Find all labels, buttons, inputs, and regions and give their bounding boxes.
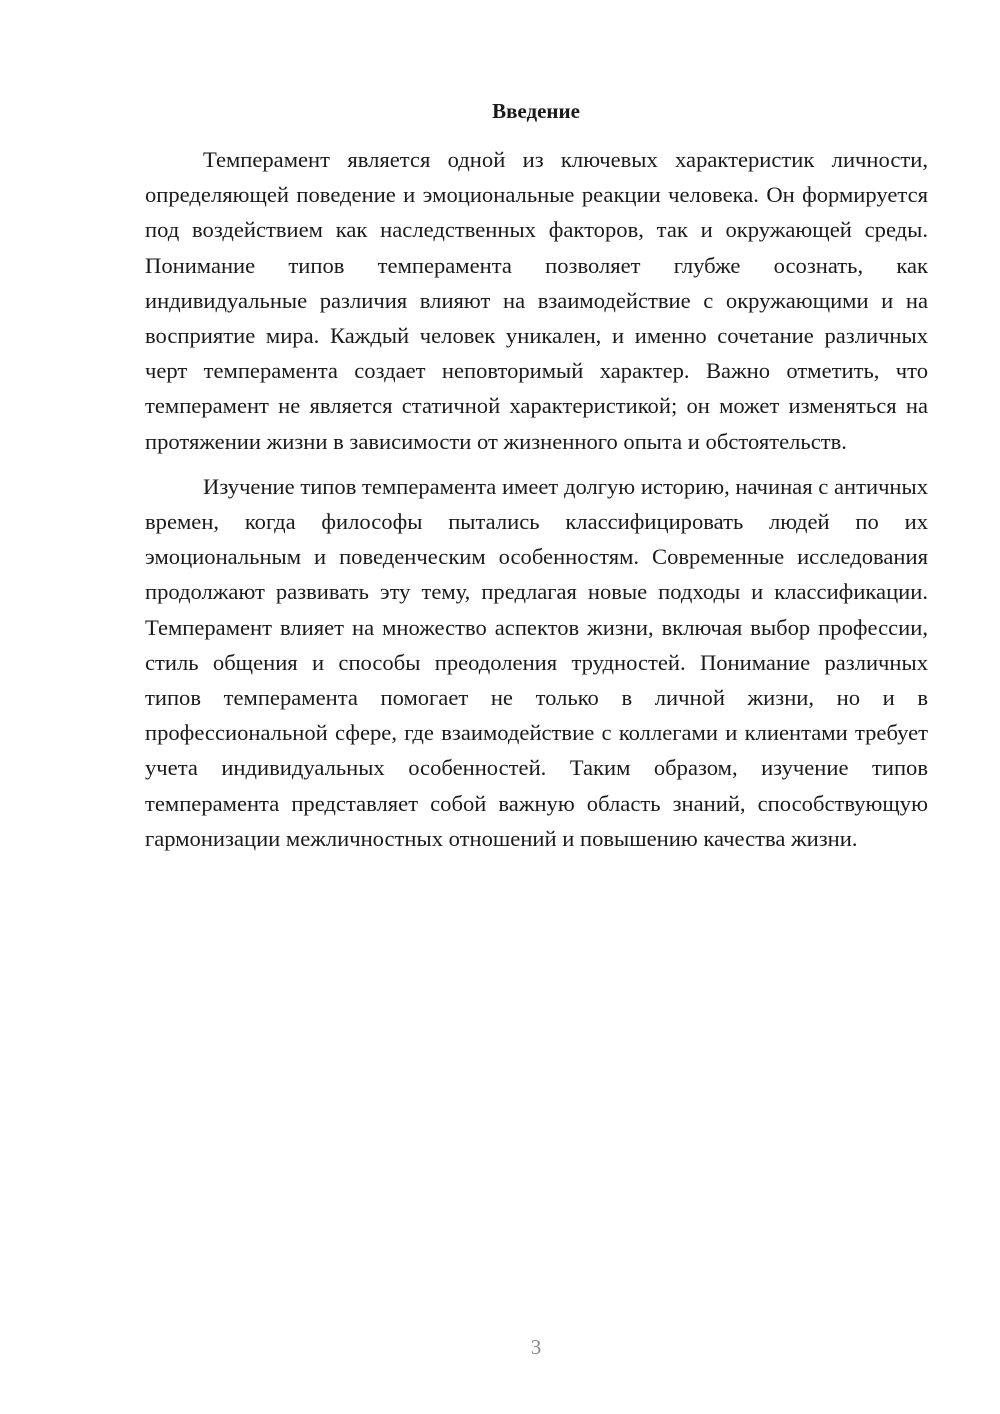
- paragraph: Темперамент является одной из ключевых характеристик личности, определяющей поведение и эмоциональные реакции человека. Он формируется под воздействием как наследственных факторов, так и окружающей среды. Понимание типов темперамента позволяет глубже осознать, как индивидуальные различия влияют на взаимодействие с окружающими и на восприятие мира. Каждый человек уникален, и именно сочетание различных черт темперамента создает неповторимый характер. Важно отметить, что темперамент не является статичной характеристикой; он может изменяться на протяжении жизни в зависимости от жизненного опыта и обстоятельств.: [145, 147, 928, 454]
- paragraph: Изучение типов темперамента имеет долгую историю, начиная с античных времен, когда философы пытались классифицировать людей по их эмоциональным и поведенческим особенностям. Современные исследования продолжают развивать эту тему, предлагая новые подходы и классификации. Темперамент влияет на множество аспектов жизни, включая выбор профессии, стиль общения и способы преодоления трудностей. Понимание различных типов темперамента помогает не только в личной жизни, но и в профессиональной сфере, где взаимодействие с коллегами и клиентами требует учета индивидуальных особенностей. Таким образом, изучение типов темперамента представляет собой важную область знаний, способствующую гармонизации межличностных отношений и повышению качества жизни.: [145, 473, 928, 851]
- page-number: 3: [530, 1335, 542, 1359]
- section-title: Введение: [492, 99, 580, 123]
- body-text: [145, 142, 928, 856]
